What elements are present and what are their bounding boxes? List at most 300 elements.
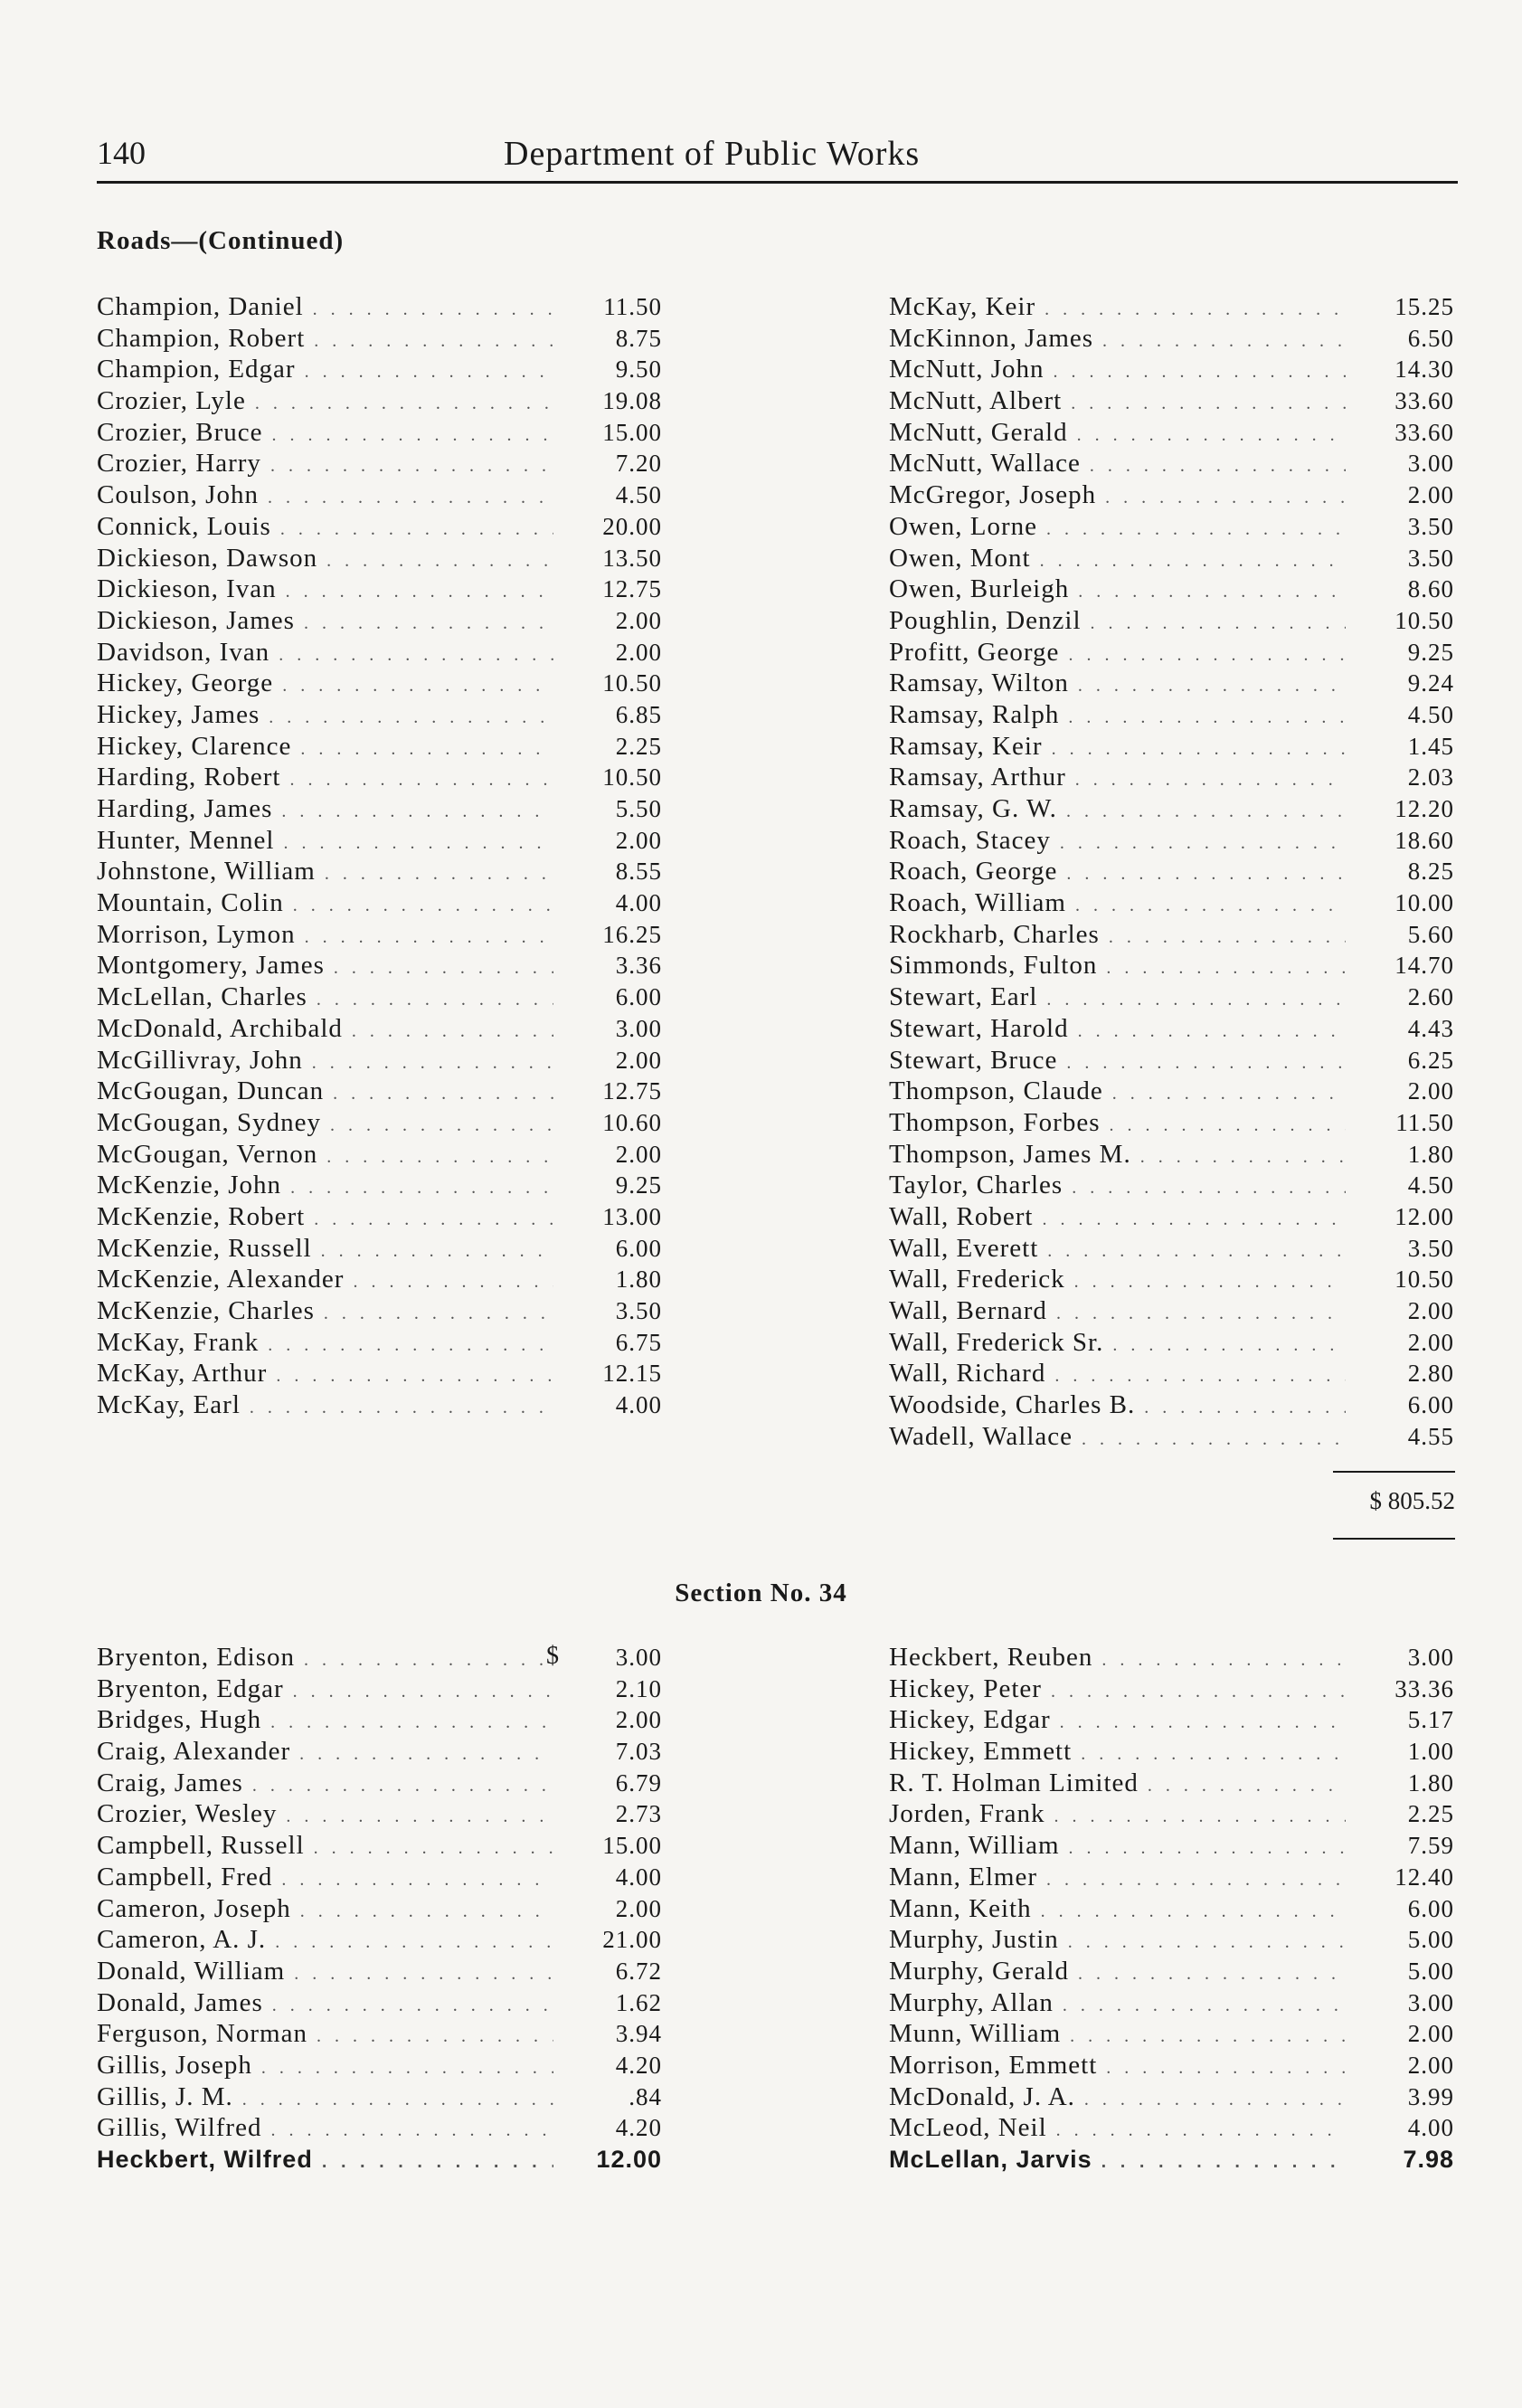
entry-name: Hickey, Peter	[889, 1673, 1042, 1703]
entry-amount: 1.80	[1407, 1140, 1454, 1168]
list-item	[889, 919, 1454, 951]
entry-amount: 7.20	[615, 450, 662, 478]
leader-dots	[305, 356, 553, 388]
entry-amount: 2.00	[1407, 481, 1454, 509]
entry-name: Wall, Frederick	[889, 1265, 1065, 1294]
leader-dots	[313, 294, 553, 326]
leader-dots	[290, 1172, 553, 1204]
entry-amount: 12.75	[602, 1077, 662, 1105]
leader-dots	[314, 1833, 553, 1864]
entry-amount: 4.20	[615, 2114, 662, 2142]
leader-dots	[1051, 1676, 1346, 1708]
list-item	[889, 2081, 1454, 2113]
entry-amount: 5.00	[1407, 1926, 1454, 1954]
list-item	[889, 1013, 1454, 1045]
list-item	[97, 1924, 662, 1956]
entry-name: Jorden, Frank	[889, 1799, 1045, 1829]
leader-dots	[1084, 2084, 1346, 2116]
leader-dots	[1042, 1204, 1346, 1236]
entry-name: McKenzie, Charles	[97, 1296, 315, 1325]
entry-amount: 5.60	[1407, 920, 1454, 948]
entry-amount: 3.00	[1407, 1644, 1454, 1671]
leader-dots	[1054, 356, 1347, 388]
entry-name: Morrison, Lymon	[97, 919, 296, 949]
leader-dots	[272, 420, 553, 451]
leader-dots	[268, 1330, 553, 1361]
entry-amount: 2.73	[615, 1800, 662, 1828]
entry-name: Thompson, James M.	[889, 1139, 1131, 1169]
leader-dots	[1101, 2147, 1346, 2178]
entry-name: Mann, Elmer	[889, 1862, 1038, 1891]
leader-dots	[1060, 828, 1346, 859]
list-item	[97, 1830, 662, 1862]
entry-amount: .84	[629, 2082, 662, 2110]
list-item	[889, 1798, 1454, 1830]
list-item	[889, 1768, 1454, 1799]
entry-amount: 2.25	[1407, 1800, 1454, 1828]
entry-name: McGougan, Duncan	[97, 1076, 325, 1106]
entry-name: Gillis, J. M.	[97, 2081, 233, 2111]
leader-dots	[270, 450, 553, 482]
list-item	[889, 793, 1454, 825]
list-item	[97, 2112, 662, 2144]
list-item	[889, 887, 1454, 919]
entry-amount: 2.25	[615, 732, 662, 760]
entry-amount: 5.50	[615, 795, 662, 822]
leader-dots	[1075, 890, 1346, 922]
entry-name: McNutt, Wallace	[889, 449, 1081, 479]
entry-name: Cameron, Joseph	[97, 1893, 291, 1923]
leader-dots	[255, 388, 553, 420]
leader-dots	[300, 1896, 553, 1928]
leader-dots	[270, 2115, 553, 2147]
leader-dots	[1081, 1739, 1346, 1770]
entry-name: Crozier, Lyle	[97, 386, 246, 416]
entry-amount: 4.00	[615, 1391, 662, 1419]
entry-name: Champion, Edgar	[97, 355, 296, 384]
entry-amount: 2.00	[615, 1706, 662, 1734]
entry-name: Munn, William	[889, 2019, 1062, 2049]
list-item	[97, 2018, 662, 2050]
entry-amount: 6.50	[1407, 324, 1454, 352]
entry-name: Hickey, Edgar	[889, 1705, 1051, 1735]
leader-dots	[1056, 1298, 1346, 1330]
entry-amount: 3.00	[615, 1644, 662, 1671]
leader-dots	[300, 734, 553, 765]
section-title: Section No. 34	[675, 1578, 847, 1607]
leader-dots	[242, 2084, 553, 2116]
section34-left-column	[97, 1642, 662, 2176]
list-item	[889, 1987, 1454, 2019]
leader-dots	[1075, 764, 1346, 796]
entry-name: Thompson, Claude	[889, 1076, 1103, 1106]
entry-name: Dickieson, James	[97, 605, 295, 635]
list-item	[889, 1327, 1454, 1359]
leader-dots	[269, 702, 553, 734]
entry-name: Champion, Daniel	[97, 292, 304, 321]
list-item	[889, 856, 1454, 887]
leader-dots	[1040, 545, 1346, 577]
list-item	[889, 1358, 1454, 1389]
entry-amount: 7.98	[1403, 2146, 1454, 2173]
leader-dots	[1068, 1927, 1346, 1958]
list-item	[889, 479, 1454, 511]
entry-amount: 11.50	[603, 293, 662, 320]
leader-dots	[312, 1048, 553, 1079]
leader-dots	[1078, 670, 1346, 702]
entry-amount: 2.10	[615, 1674, 662, 1702]
list-item	[889, 1295, 1454, 1327]
entry-name: McNutt, Albert	[889, 386, 1063, 416]
entry-amount: 10.00	[1394, 889, 1454, 917]
list-item	[889, 448, 1454, 479]
list-item	[889, 605, 1454, 637]
leader-dots	[280, 514, 553, 545]
entry-name: McDonald, Archibald	[97, 1013, 343, 1043]
entry-amount: 2.80	[1407, 1360, 1454, 1388]
entry-name: Craig, James	[97, 1768, 243, 1797]
entry-amount: 2.00	[615, 1046, 662, 1074]
entry-name: McLellan, Charles	[97, 982, 307, 1012]
list-item	[97, 1201, 662, 1233]
leader-dots	[1069, 1833, 1346, 1864]
list-item	[97, 699, 662, 731]
list-item	[889, 1924, 1454, 1956]
leader-dots	[1148, 1770, 1346, 1802]
entry-name: Montgomery, James	[97, 951, 325, 981]
list-item	[889, 2018, 1454, 2050]
entry-amount: 2.00	[1407, 1328, 1454, 1356]
entry-name: McGillivray, John	[97, 1045, 303, 1075]
leader-dots	[304, 1645, 553, 1676]
entry-amount: 10.50	[602, 669, 662, 697]
entry-amount: 4.50	[1407, 700, 1454, 728]
leader-dots	[250, 1392, 553, 1424]
leader-dots	[1068, 702, 1346, 734]
list-item	[97, 825, 662, 857]
list-item	[97, 1862, 662, 1893]
entry-amount: 4.43	[1407, 1014, 1454, 1042]
entry-amount: 8.55	[615, 858, 662, 886]
list-item	[889, 1107, 1454, 1139]
page-header	[97, 130, 1458, 184]
entry-name: Donald, William	[97, 1956, 286, 1986]
entry-name: Donald, James	[97, 1987, 263, 2017]
entry-name: Heckbert, Wilfred	[97, 2146, 313, 2173]
list-item	[889, 981, 1454, 1013]
list-item	[97, 1358, 662, 1389]
list-item	[889, 1642, 1454, 1673]
leader-dots	[1046, 514, 1346, 545]
leader-dots	[293, 1676, 553, 1708]
entry-name: Owen, Mont	[889, 543, 1031, 573]
list-item	[97, 1798, 662, 1830]
page-number: 140	[97, 135, 146, 171]
entry-amount: 9.25	[615, 1171, 662, 1199]
list-item	[97, 1327, 662, 1359]
entry-amount: 3.50	[1407, 1234, 1454, 1262]
entry-amount: 33.60	[1394, 387, 1454, 415]
entry-name: Heckbert, Reuben	[889, 1643, 1093, 1672]
entry-name: Wall, Everett	[889, 1233, 1039, 1263]
entry-name: Mann, William	[889, 1831, 1060, 1861]
entry-name: Gillis, Wilfred	[97, 2113, 262, 2143]
leader-dots	[1066, 1048, 1346, 1079]
entry-name: Mountain, Colin	[97, 888, 284, 918]
list-item	[889, 291, 1454, 323]
list-item	[97, 1233, 662, 1265]
list-item	[97, 731, 662, 763]
leader-dots	[317, 2021, 553, 2052]
list-item	[889, 1830, 1454, 1862]
leader-dots	[1090, 450, 1346, 482]
list-item	[97, 1295, 662, 1327]
leader-dots	[304, 608, 553, 640]
entry-amount: 6.25	[1407, 1046, 1454, 1074]
entry-amount: 8.75	[615, 324, 662, 352]
entry-amount: 19.08	[602, 387, 662, 415]
leader-dots	[1112, 1078, 1346, 1110]
entry-amount: 14.30	[1394, 356, 1454, 384]
leader-dots	[272, 1990, 553, 2022]
entry-amount: 3.00	[1407, 1988, 1454, 2016]
entry-name: Ferguson, Norman	[97, 2019, 307, 2049]
entry-amount: 2.60	[1407, 983, 1454, 1011]
entry-name: McLeod, Neil	[889, 2113, 1047, 2143]
entry-amount: 13.50	[602, 544, 662, 572]
entry-name: Wall, Richard	[889, 1359, 1046, 1389]
entry-name: Taylor, Charles	[889, 1171, 1064, 1200]
list-item	[889, 1704, 1454, 1736]
list-item	[889, 1421, 1454, 1453]
entry-amount: 6.00	[615, 983, 662, 1011]
entry-amount: 2.00	[1407, 2051, 1454, 2079]
section34-right-column	[889, 1642, 1454, 2176]
entry-amount: 1.45	[1407, 732, 1454, 760]
list-item	[97, 1139, 662, 1171]
entry-amount: 2.00	[1407, 1077, 1454, 1105]
entry-amount: 3.00	[615, 1014, 662, 1042]
list-item	[97, 323, 662, 355]
page-title: Department of Public Works	[504, 135, 921, 173]
entry-amount: 4.00	[1407, 2114, 1454, 2142]
entry-name: Stewart, Earl	[889, 982, 1038, 1012]
entry-name: McGregor, Joseph	[889, 480, 1097, 510]
entry-name: Murphy, Allan	[889, 1987, 1054, 2017]
list-item	[889, 511, 1454, 543]
list-item	[97, 1170, 662, 1201]
entry-name: Hickey, Emmett	[889, 1737, 1073, 1767]
entry-name: Harding, Robert	[97, 763, 281, 792]
list-item	[97, 762, 662, 793]
leader-dots	[1052, 734, 1346, 765]
entry-amount: 10.50	[1394, 606, 1454, 634]
entry-name: Crozier, Bruce	[97, 417, 263, 447]
entry-name: Bryenton, Edison	[97, 1643, 295, 1672]
leader-dots	[281, 1864, 553, 1896]
leader-dots	[279, 640, 553, 671]
entry-amount: 1.62	[615, 1988, 662, 2016]
leader-dots	[1060, 1707, 1346, 1739]
leader-dots	[1106, 2052, 1346, 2084]
entry-amount: 20.00	[602, 512, 662, 540]
list-item	[97, 1076, 662, 1107]
entry-amount: 14.70	[1394, 952, 1454, 980]
entry-name: Wadell, Wallace	[889, 1421, 1073, 1451]
entry-amount: 2.00	[615, 1140, 662, 1168]
list-item	[97, 856, 662, 887]
leader-dots	[352, 1016, 553, 1048]
leader-dots	[276, 1360, 553, 1392]
list-item	[889, 417, 1454, 449]
leader-dots	[1078, 576, 1346, 608]
total-underline	[1333, 1538, 1455, 1540]
leader-dots	[314, 326, 553, 357]
entry-amount: 15.25	[1394, 293, 1454, 320]
list-item	[97, 1013, 662, 1045]
dollar-sign: $	[546, 1642, 559, 1670]
entry-name: Roach, George	[889, 857, 1058, 886]
list-item	[97, 574, 662, 605]
entry-name: Champion, Robert	[97, 323, 306, 353]
entry-name: McKenzie, John	[97, 1171, 282, 1200]
entry-amount: 3.50	[1407, 512, 1454, 540]
leader-dots	[283, 828, 553, 859]
entry-name: Craig, Alexander	[97, 1737, 291, 1767]
entry-name: McDonald, J. A.	[889, 2081, 1075, 2111]
leader-dots	[1054, 1801, 1346, 1833]
entry-name: Stewart, Harold	[889, 1013, 1069, 1043]
leader-dots	[1082, 1424, 1346, 1455]
entry-name: McLellan, Jarvis	[889, 2146, 1092, 2173]
leader-dots	[1046, 984, 1346, 1016]
entry-amount: 15.00	[602, 418, 662, 446]
list-item	[97, 1045, 662, 1076]
entry-amount: 3.50	[1407, 544, 1454, 572]
entry-amount: 15.00	[602, 1832, 662, 1860]
entry-amount: 2.00	[1407, 1297, 1454, 1324]
entry-name: Campbell, Russell	[97, 1831, 305, 1861]
entry-name: Owen, Burleigh	[889, 574, 1070, 604]
entry-name: Mann, Keith	[889, 1893, 1032, 1923]
entry-name: McGougan, Vernon	[97, 1139, 318, 1169]
entry-name: Ramsay, Wilton	[889, 668, 1069, 698]
entry-amount: 3.36	[615, 952, 662, 980]
list-item	[889, 2112, 1454, 2144]
entry-amount: 5.17	[1407, 1706, 1454, 1734]
leader-dots	[1078, 1016, 1346, 1048]
list-item	[889, 731, 1454, 763]
list-item	[889, 1045, 1454, 1076]
list-item	[97, 448, 662, 479]
entry-name: Woodside, Charles B.	[889, 1390, 1136, 1420]
entry-name: McNutt, Gerald	[889, 417, 1068, 447]
entry-amount: 2.03	[1407, 763, 1454, 792]
entry-amount: 11.50	[1395, 1108, 1454, 1136]
entry-name: Crozier, Wesley	[97, 1799, 278, 1829]
list-item	[97, 1736, 662, 1768]
entry-amount: 5.00	[1407, 1957, 1454, 1985]
entry-amount: 9.50	[615, 356, 662, 384]
list-item	[889, 1233, 1454, 1265]
leader-dots	[1112, 1330, 1346, 1361]
entry-amount: 18.60	[1394, 826, 1454, 854]
leader-dots	[1047, 1236, 1346, 1267]
list-item	[889, 699, 1454, 731]
entry-amount: 9.25	[1407, 638, 1454, 666]
entry-amount: 8.25	[1407, 858, 1454, 886]
leader-dots	[1101, 1645, 1346, 1676]
entry-amount: 1.80	[1407, 1768, 1454, 1797]
entry-name: Wall, Robert	[889, 1201, 1034, 1231]
list-item	[889, 2050, 1454, 2081]
entry-name: McKay, Arthur	[97, 1359, 268, 1389]
list-item	[889, 1201, 1454, 1233]
entry-name: Poughlin, Denzil	[889, 605, 1082, 635]
entry-name: Dickieson, Dawson	[97, 543, 318, 573]
entry-amount: 9.24	[1407, 669, 1454, 697]
entry-amount: 7.59	[1407, 1832, 1454, 1860]
list-item	[889, 1076, 1454, 1107]
entry-name: McNutt, John	[889, 355, 1045, 384]
list-item	[889, 1893, 1454, 1925]
entry-name: Stewart, Bruce	[889, 1045, 1058, 1075]
leader-dots	[1077, 420, 1346, 451]
leader-dots	[1046, 1864, 1346, 1896]
entry-amount: 12.00	[596, 2146, 662, 2173]
entry-amount: 10.50	[1394, 1266, 1454, 1294]
entry-amount: 12.40	[1394, 1863, 1454, 1891]
list-item	[97, 1704, 662, 1736]
leader-dots	[1109, 922, 1346, 953]
entry-amount: 1.80	[615, 1266, 662, 1294]
entry-name: Wall, Frederick Sr.	[889, 1327, 1104, 1357]
list-item	[97, 2144, 662, 2176]
list-item	[889, 1389, 1454, 1421]
entry-amount: 3.00	[1407, 450, 1454, 478]
entry-name: Connick, Louis	[97, 511, 271, 541]
list-item	[889, 1673, 1454, 1705]
entry-amount: 4.00	[615, 1863, 662, 1891]
list-item	[889, 574, 1454, 605]
list-item	[97, 1768, 662, 1799]
leader-dots	[286, 1801, 553, 1833]
entry-name: McKenzie, Robert	[97, 1201, 306, 1231]
roads-total-amount: $ 805.52	[1369, 1487, 1455, 1514]
entry-amount: 4.50	[1407, 1171, 1454, 1199]
entry-name: McGougan, Sydney	[97, 1107, 321, 1137]
list-item	[889, 1862, 1454, 1893]
leader-dots	[1102, 326, 1346, 357]
leader-dots	[317, 984, 553, 1016]
entry-amount: 21.00	[602, 1926, 662, 1954]
leader-dots	[1054, 1360, 1346, 1392]
leader-dots	[325, 858, 553, 890]
entry-name: R. T. Holman Limited	[889, 1768, 1139, 1797]
leader-dots	[1045, 294, 1346, 326]
entry-amount: 6.75	[615, 1328, 662, 1356]
roads-heading: Roads—(Continued)	[97, 226, 345, 255]
entry-name: Owen, Lorne	[889, 511, 1038, 541]
entry-name: Ramsay, G. W.	[889, 794, 1057, 823]
list-item	[97, 1107, 662, 1139]
entry-amount: 33.36	[1394, 1674, 1454, 1702]
entry-amount: 6.00	[1407, 1894, 1454, 1922]
leader-dots	[261, 2052, 553, 2084]
list-item	[97, 543, 662, 574]
list-item	[889, 323, 1454, 355]
list-item	[97, 1956, 662, 1987]
